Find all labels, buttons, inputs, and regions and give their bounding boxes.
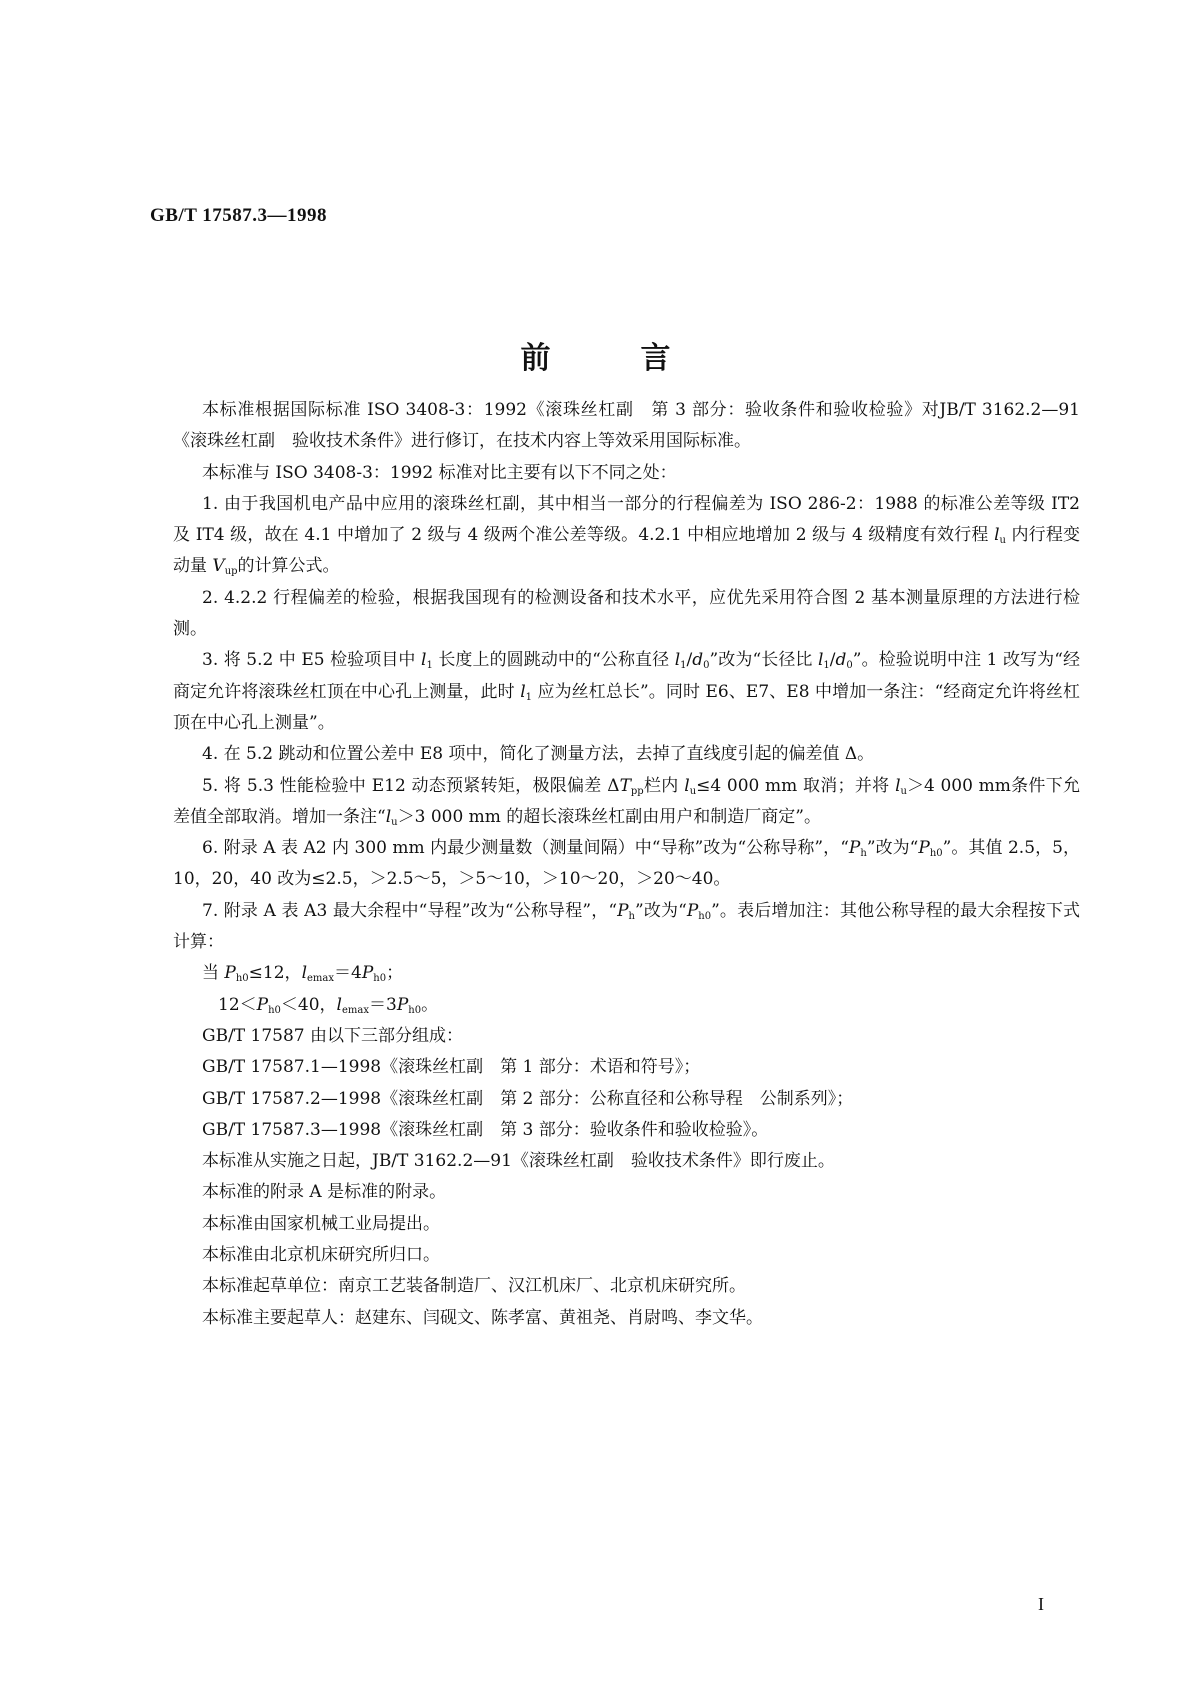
symbol-subscript: emax xyxy=(307,973,335,985)
symbol-subscript: 1 xyxy=(426,660,433,672)
symbol: l xyxy=(385,806,392,827)
paragraph: 本标准由国家机械工业局提出。 xyxy=(202,1213,440,1234)
paragraph xyxy=(173,833,1080,896)
symbol: P xyxy=(256,994,269,1015)
symbol: P xyxy=(617,900,629,921)
symbol: P xyxy=(918,838,930,859)
text-run: ＝4 xyxy=(334,963,362,984)
paragraph: GB/T 17587.2—1998《滚珠丝杠副 第 2 部分：公称直径和公称导程 公制系列》； xyxy=(202,1088,854,1109)
text-run: 3. 将 5.2 中 E5 检验项目中 xyxy=(202,650,422,671)
symbol: P xyxy=(361,963,374,984)
symbol-subscript: 0 xyxy=(846,660,853,672)
symbol-subscript: h xyxy=(628,910,635,922)
text-run: ＜40， xyxy=(280,994,337,1015)
paragraph: 本标准的附录 A 是标准的附录。 xyxy=(202,1182,447,1203)
paragraph: GB/T 17587.3—1998《滚珠丝杠副 第 3 部分：验收条件和验收检验》。 xyxy=(202,1119,769,1140)
foreword-body xyxy=(173,395,1080,1334)
symbol: P xyxy=(396,994,409,1015)
symbol: l xyxy=(684,775,690,796)
symbol-subscript: 0 xyxy=(703,660,710,672)
text-run: ； xyxy=(386,963,404,984)
symbol: P xyxy=(224,963,236,984)
symbol-subscript: u xyxy=(999,535,1006,547)
text-run: 12＜ xyxy=(218,994,257,1015)
symbol: l xyxy=(674,650,681,671)
formula-line xyxy=(173,990,1080,1021)
text-run: 当 xyxy=(202,963,225,984)
page-title: 前言 xyxy=(520,341,761,376)
paragraph: 本标准根据国际标准 ISO 3408-3：1992《滚珠丝杠副 第 3 部分：验收条件和验收检验》对JB/T 3162.2—91《滚珠丝杠副 验收技术条件》进行修订，在技术内容上等效采用国际标准。 xyxy=(173,400,1080,452)
text-run: 应为丝杠总长”。同时 E6、E7、E8 中增加一条注：“经商定允许将丝杠顶在中心孔上测量”。 xyxy=(173,681,1080,733)
symbol-subscript: u xyxy=(900,785,907,797)
symbol: l xyxy=(336,994,342,1015)
paragraph: 本标准起草单位：南京工艺装备制造厂、汉江机床厂、北京机床研究所。 xyxy=(202,1276,746,1297)
paragraph xyxy=(173,645,1080,739)
symbol: V xyxy=(212,556,225,577)
formula-line xyxy=(173,958,1080,989)
text-run: 6. 附录 A 表 A2 内 300 mm 内最少测量数（测量间隔）中“导称”改为“公称导称”，“ xyxy=(202,838,849,859)
symbol: l xyxy=(895,775,901,796)
text-run: 5. 将 5.3 性能检验中 E12 动态预紧转矩，极限偏差 Δ xyxy=(202,775,620,796)
symbol: l xyxy=(520,681,526,702)
symbol-subscript: pp xyxy=(630,785,644,797)
symbol-subscript: 1 xyxy=(823,660,830,672)
symbol: l xyxy=(817,650,824,671)
text-run: ”改为“ xyxy=(634,900,687,921)
text-run: 栏内 xyxy=(643,775,685,796)
symbol-subscript: h xyxy=(860,848,867,860)
text-run: ≤12， xyxy=(248,963,302,984)
symbol-subscript: 1 xyxy=(680,660,687,672)
paragraph: GB/T 17587 由以下三部分组成： xyxy=(202,1025,464,1046)
text-run: ＞4 000 mm条件下允差值全部取消。增加一条注“ xyxy=(173,775,1081,827)
symbol: P xyxy=(686,900,699,921)
text-run: ”改为“长径比 xyxy=(709,650,818,671)
text-run: ”。其值 2.5，5，10，20，40 改为≤2.5，＞2.5～5，＞5～10，＞10～20，＞20～40。 xyxy=(173,838,1080,890)
text-run: 1. 由于我国机电产品中应用的滚珠丝杠副，其中相当一部分的行程偏差为 ISO 286-2：1988 的标准公差等级 IT2 及 IT4 级，故在 4.1 中增加了 2 级与 4 级两个准公差等级。4.2.1 中相应地增加 2 级与 4 级精度有效行程 xyxy=(173,493,1080,546)
page-number: I xyxy=(1038,1594,1044,1614)
paragraph: 本标准主要起草人：赵建东、闫砚文、陈孝富、黄祖尧、肖尉鸣、李文华。 xyxy=(202,1307,763,1328)
symbol-subscript: 1 xyxy=(525,691,532,703)
paragraph: GB/T 17587.1—1998《滚珠丝杠副 第 1 部分：术语和符号》； xyxy=(202,1057,701,1078)
text-run: ”。表后增加注：其他公称导程的最大余程按下式计算： xyxy=(173,900,1080,953)
symbol-subscript: h0 xyxy=(373,973,387,985)
symbol-subscript: h0 xyxy=(929,848,943,860)
text-run: / xyxy=(829,650,836,671)
symbol-subscript: h0 xyxy=(408,1004,422,1016)
standard-code: GB/T 17587.3—1998 xyxy=(150,205,328,226)
paragraph: 本标准由北京机床研究所归口。 xyxy=(202,1245,440,1266)
text-run: 长度上的圆跳动中的“公称直径 xyxy=(432,650,675,671)
text-run: ”。检验说明中注 1 改写为“经商定允许将滚珠丝杠顶在中心孔上测量，此时 xyxy=(173,650,1080,702)
symbol: T xyxy=(619,775,631,796)
paragraph xyxy=(173,771,1080,834)
text-run: 的计算公式。 xyxy=(237,556,340,577)
symbol-subscript: up xyxy=(224,566,238,578)
symbol: P xyxy=(848,838,861,859)
text-run: ”改为“ xyxy=(866,838,919,859)
paragraph: 4. 在 5.2 跳动和位置公差中 E8 项中，简化了测量方法，去掉了直线度引起的偏差值 Δ。 xyxy=(202,744,875,765)
symbol-subscript: h0 xyxy=(268,1004,281,1016)
text-run: / xyxy=(686,650,693,671)
text-run: 7. 附录 A 表 A3 最大余程中“导程”改为“公称导程”，“ xyxy=(202,900,618,921)
symbol-subscript: u xyxy=(391,816,398,828)
symbol: l xyxy=(421,650,427,671)
symbol-subscript: h0 xyxy=(235,973,249,985)
symbol: d xyxy=(835,650,847,671)
text-run: ≤4 000 mm 取消；并将 xyxy=(696,775,896,796)
symbol-subscript: u xyxy=(689,785,697,797)
text-run: 内行程变动量 xyxy=(173,525,1081,577)
paragraph xyxy=(173,896,1080,959)
symbol-subscript: emax xyxy=(341,1004,369,1016)
paragraph: 本标准与 ISO 3408-3：1992 标准对比主要有以下不同之处： xyxy=(202,462,677,483)
text-run: 。 xyxy=(421,994,439,1015)
text-run: ＞3 000 mm 的超长滚珠丝杠副由用户和制造厂商定”。 xyxy=(397,806,821,827)
symbol: l xyxy=(994,525,1000,546)
paragraph: 本标准从实施之日起，JB/T 3162.2—91《滚珠丝杠副 验收技术条件》即行废止。 xyxy=(202,1151,835,1172)
text-run: ＝3 xyxy=(369,994,397,1015)
symbol-subscript: h0 xyxy=(698,910,712,922)
symbol: l xyxy=(301,963,307,984)
paragraph xyxy=(173,489,1080,583)
paragraph: 2. 4.2.2 行程偏差的检验，根据我国现有的检测设备和技术水平，应优先采用符合图 2 基本测量原理的方法进行检测。 xyxy=(173,587,1080,640)
symbol: d xyxy=(692,650,704,671)
